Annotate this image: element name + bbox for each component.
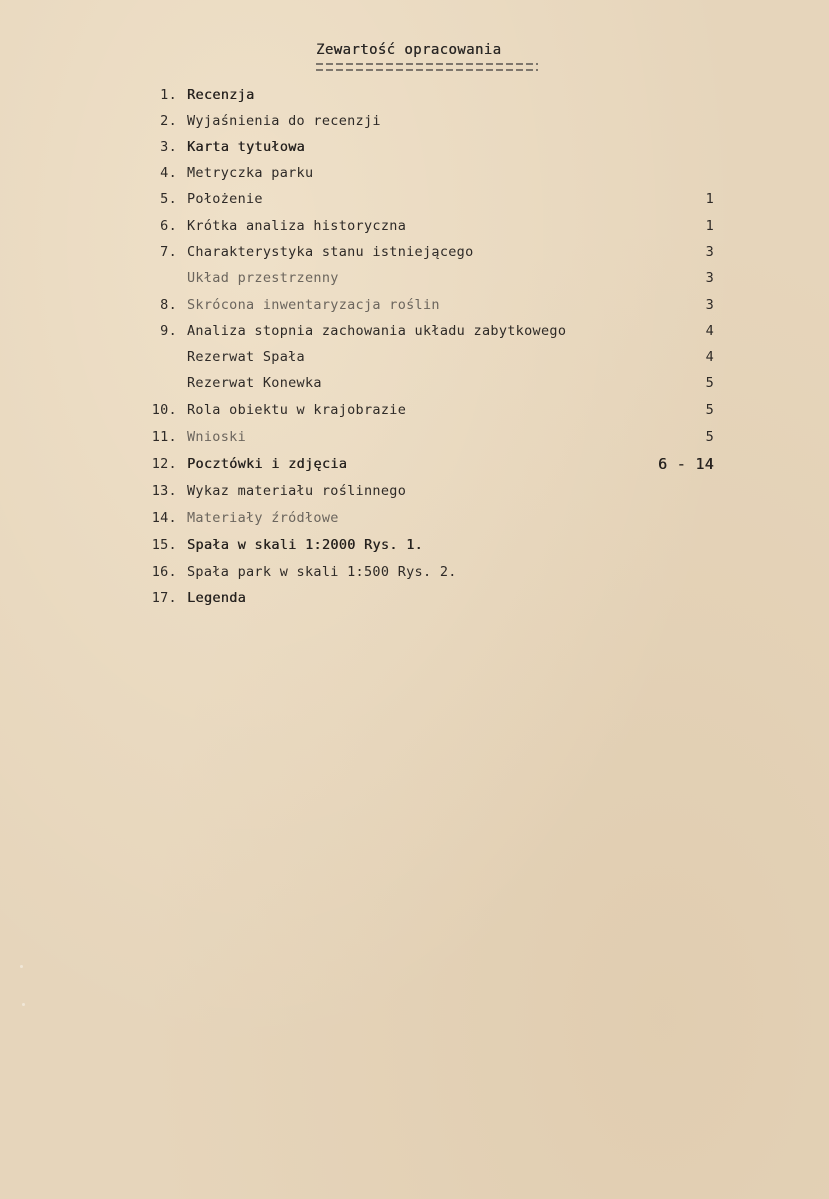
entry-number: 9. — [160, 323, 177, 339]
toc-entry — [0, 507, 829, 529]
entry-number: 14. — [151, 510, 177, 526]
entry-number: 15. — [151, 537, 177, 553]
entry-number: 6. — [160, 218, 177, 234]
entry-text: Charakterystyka stanu istniejącego — [187, 244, 474, 260]
toc-entry — [0, 453, 829, 475]
paper-speck — [20, 965, 23, 968]
entry-page: 1 — [705, 218, 714, 234]
toc-entry — [0, 587, 829, 609]
entry-number: 16. — [151, 564, 177, 580]
toc-entry — [0, 215, 829, 237]
entry-text: Położenie — [187, 191, 263, 207]
entry-text: Recenzja — [187, 87, 255, 103]
entry-number: 8. — [160, 297, 177, 313]
toc-entry — [0, 346, 829, 368]
toc-entry — [0, 188, 829, 210]
entry-page: 4 — [705, 323, 714, 339]
entry-text: Spała park w skali 1:500 Rys. 2. — [187, 564, 457, 580]
entry-text: Rola obiektu w krajobrazie — [187, 402, 407, 418]
entry-page: 1 — [705, 191, 714, 207]
toc-entry — [0, 399, 829, 421]
document-title: Zewartość opracowania — [316, 42, 502, 58]
toc-entry — [0, 110, 829, 132]
toc-entry — [0, 241, 829, 263]
entry-number: 7. — [160, 244, 177, 260]
entry-text: Skrócona inwentaryzacja roślin — [187, 297, 440, 313]
entry-number: 11. — [151, 429, 177, 445]
toc-entry — [0, 561, 829, 583]
paper-speck — [22, 1003, 25, 1006]
toc-entry — [0, 534, 829, 556]
entry-text: Wyjaśnienia do recenzji — [187, 113, 381, 129]
entry-text: Pocztówki i zdjęcia — [187, 456, 348, 472]
entry-number: 5. — [160, 191, 177, 207]
entry-page: 6 - 14 — [658, 455, 714, 473]
toc-entry — [0, 267, 829, 289]
entry-text: Karta tytułowa — [187, 139, 305, 155]
toc-entry — [0, 426, 829, 448]
toc-entry — [0, 84, 829, 106]
entry-page: 5 — [705, 375, 714, 391]
entry-page: 4 — [705, 349, 714, 365]
entry-text: Układ przestrzenny — [187, 270, 339, 286]
entry-number: 17. — [151, 590, 177, 606]
entry-text: Krótka analiza historyczna — [187, 218, 407, 234]
entry-text: Spała w skali 1:2000 Rys. 1. — [187, 537, 423, 553]
entry-text: Materiały źródłowe — [187, 510, 339, 526]
entry-page: 3 — [705, 270, 714, 286]
entry-number: 13. — [151, 483, 177, 499]
entry-number: 4. — [160, 165, 177, 181]
toc-entry — [0, 320, 829, 342]
entry-page: 5 — [705, 402, 714, 418]
entry-number: 1. — [160, 87, 177, 103]
entry-text: Metryczka parku — [187, 165, 314, 181]
entry-text: Wykaz materiału roślinnego — [187, 483, 407, 499]
toc-entry — [0, 372, 829, 394]
entry-text: Analiza stopnia zachowania układu zabytkowego — [187, 323, 567, 339]
entry-number: 12. — [151, 456, 177, 472]
entry-text: Wnioski — [187, 429, 246, 445]
entry-page: 3 — [705, 297, 714, 313]
toc-entry — [0, 294, 829, 316]
entry-text: Rezerwat Spała — [187, 349, 305, 365]
entry-text: Legenda — [187, 590, 246, 606]
toc-entry — [0, 136, 829, 158]
entry-page: 3 — [705, 244, 714, 260]
entry-number: 2. — [160, 113, 177, 129]
entry-page: 5 — [705, 429, 714, 445]
entry-number: 3. — [160, 139, 177, 155]
toc-entry — [0, 162, 829, 184]
entry-text: Rezerwat Konewka — [187, 375, 322, 391]
toc-entry — [0, 480, 829, 502]
entry-number: 10. — [151, 402, 177, 418]
